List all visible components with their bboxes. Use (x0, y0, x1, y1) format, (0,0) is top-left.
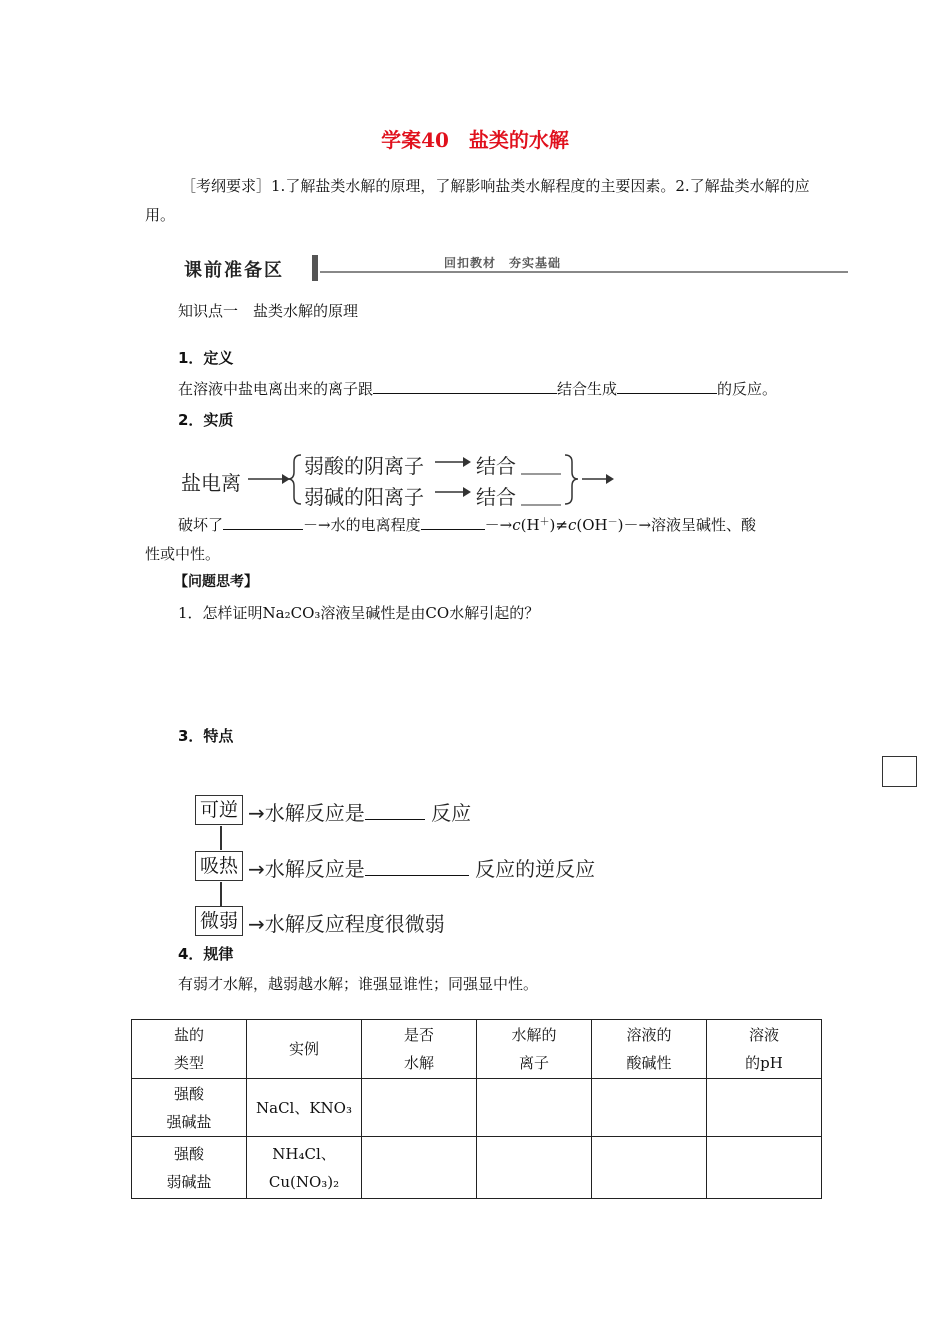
table-header-cell (477, 1020, 592, 1079)
page-title: 学案40 盐类的水解 (381, 128, 569, 152)
table-header-cell (707, 1020, 822, 1079)
example-cell (247, 1079, 362, 1137)
right-brace (565, 455, 578, 504)
requirements-label: ［考纲要求］ (181, 177, 272, 195)
header-line: 是否 (403, 1026, 434, 1044)
question-heading: 【问题思考】 (174, 574, 258, 590)
feature-text: 水解反应是 (264, 801, 365, 825)
table-row (132, 1137, 822, 1199)
answer-cell[interactable] (477, 1137, 592, 1199)
feature-box-endothermic: 吸热 (195, 851, 243, 881)
section2-heading: 2．实质 (178, 411, 234, 429)
arrow-symbol: －→ (303, 516, 331, 534)
question-1: 1．怎样证明Na₂CO₃溶液呈碱性是由CO水解引起的？ (178, 604, 540, 622)
feature-box-reversible: 可逆 (195, 795, 243, 825)
section1-text-b: 结合生成 (557, 380, 618, 398)
feature-text: 反应的逆反应 (475, 857, 596, 881)
header-line: 类型 (173, 1054, 204, 1072)
diagram-lower-a: 弱碱的阳离子 (304, 485, 424, 509)
table-header-cell (362, 1020, 477, 1079)
table-header-row (132, 1020, 822, 1079)
section2-text-a: 破坏了 (178, 516, 224, 534)
header-line: 水解 (403, 1054, 434, 1072)
example-cell (247, 1137, 362, 1199)
section1-text-a: 在溶液中盐电离出来的离子跟 (178, 380, 374, 398)
answer-cell[interactable] (707, 1079, 822, 1137)
header-line: 水解的 (511, 1026, 557, 1044)
feature-arrow: → (248, 801, 265, 825)
answer-cell[interactable] (592, 1137, 707, 1199)
answer-cell[interactable] (477, 1079, 592, 1137)
side-box (882, 756, 917, 787)
answer-cell[interactable] (362, 1079, 477, 1137)
header-line: 的pH (745, 1054, 783, 1072)
connector-line (220, 882, 222, 906)
header-line: 盐的 (173, 1026, 204, 1044)
left-brace (288, 455, 301, 504)
diagram-upper-a: 弱酸的阴离子 (304, 454, 424, 478)
fill-blank[interactable] (365, 797, 425, 820)
feature-row-endothermic (248, 853, 595, 882)
feature-text: 水解反应是 (264, 857, 365, 881)
header-line: 溶液的 (626, 1026, 672, 1044)
fill-blank[interactable] (421, 514, 485, 530)
arrow-head (463, 457, 471, 467)
answer-cell[interactable] (592, 1079, 707, 1137)
section4-heading: 4．规律 (178, 945, 234, 963)
feature-row-reversible (248, 797, 471, 826)
knowledge-point-heading: 知识点一 盐类水解的原理 (178, 302, 359, 320)
diagram-lower-b: 结合 (476, 485, 516, 509)
table-row (132, 1079, 822, 1137)
diagram-upper-b: 结合 (476, 454, 516, 478)
hydrolysis-table (131, 1019, 822, 1199)
cell-line: 强酸 (173, 1144, 204, 1163)
arrow-head (463, 487, 471, 497)
fill-blank[interactable] (365, 853, 469, 876)
table-header-cell (247, 1020, 362, 1079)
table-header-cell (592, 1020, 707, 1079)
section2-text-b: 水的电离程度 (330, 516, 421, 534)
table-header-cell (132, 1020, 247, 1079)
cell-line: Cu(NO₃)₂ (268, 1172, 340, 1191)
header-line: 溶液 (748, 1026, 779, 1044)
cell-line: 强酸 (173, 1084, 204, 1103)
cell-line: 弱碱盐 (166, 1172, 212, 1191)
header-line: 酸碱性 (626, 1054, 672, 1072)
header-line: 离子 (518, 1054, 549, 1072)
cell-line: 强碱盐 (166, 1112, 212, 1131)
banner-title: 课前准备区 (184, 260, 284, 281)
section1-text-c: 的反应。 (717, 380, 778, 398)
equation: －→c(H＋)≠c(OH－)－→ (484, 516, 652, 534)
salt-type-cell (132, 1137, 247, 1199)
cell-line: NH₄Cl、 (272, 1144, 336, 1163)
answer-cell[interactable] (707, 1137, 822, 1199)
connector-line (220, 826, 222, 850)
section2-text-d: 性或中性。 (145, 545, 221, 563)
feature-row-weak (248, 908, 445, 937)
banner-subtitle: 回扣教材 夯实基础 (436, 254, 569, 271)
section1-heading: 1．定义 (178, 349, 234, 367)
fill-blank[interactable] (223, 514, 303, 530)
feature-arrow: → (248, 912, 265, 936)
salt-type-cell (132, 1079, 247, 1137)
section3-heading: 3．特点 (178, 727, 234, 745)
section2-text-c: 溶液呈碱性、酸 (651, 516, 757, 534)
feature-text: 反应 (431, 801, 472, 825)
diagram-left-label: 盐电离 (181, 471, 241, 495)
header-line: 实例 (288, 1040, 319, 1058)
arrow-head (606, 474, 614, 484)
section4-text: 有弱才水解，越弱越水解；谁强显谁性；同强显中性。 (178, 975, 539, 993)
answer-cell[interactable] (362, 1137, 477, 1199)
section2-text (178, 514, 756, 535)
feature-box-weak: 微弱 (195, 906, 243, 936)
cell-line: NaCl、KNO₃ (256, 1098, 352, 1117)
feature-text: 水解反应程度很微弱 (264, 912, 445, 936)
feature-arrow: → (248, 857, 265, 881)
requirements-text: 1.了解盐类水解的原理，了解影响盐类水解程度的主要因素。2.了解盐类水解的应用。 (145, 177, 810, 224)
